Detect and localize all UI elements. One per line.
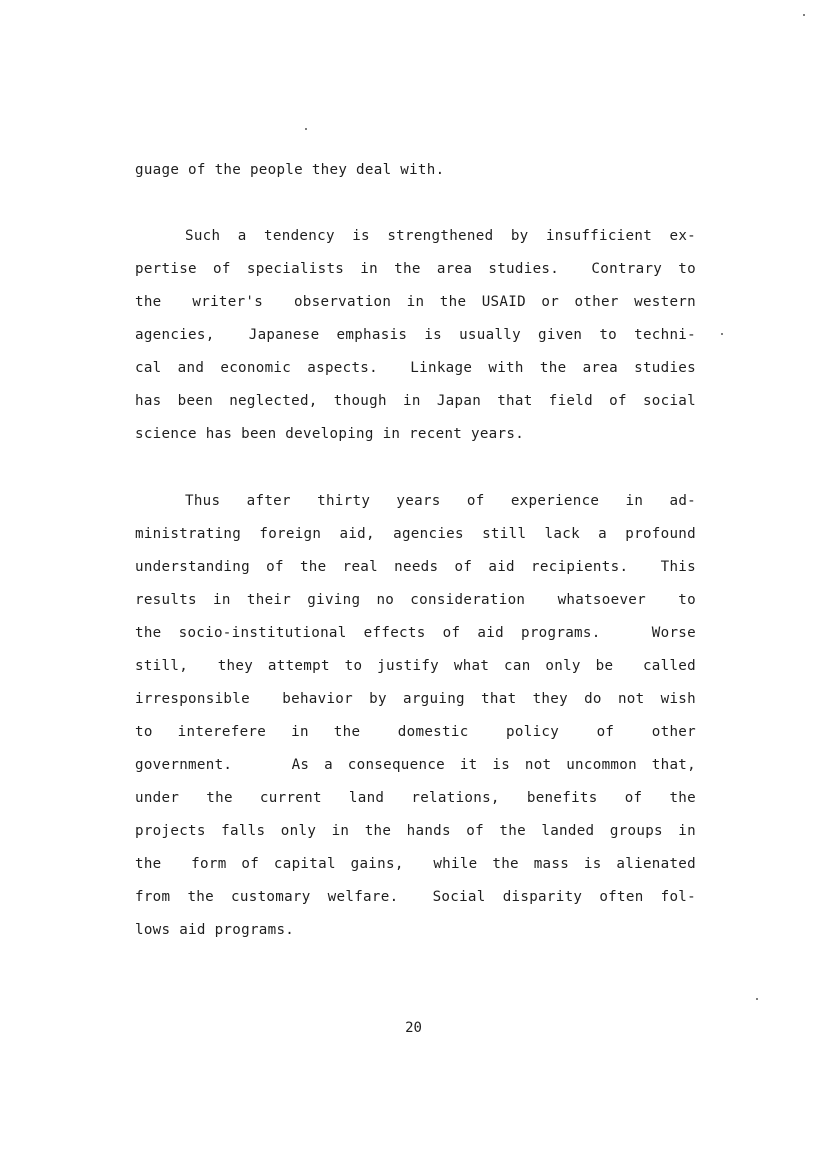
text-line: science has been developing in recent years. <box>135 426 525 442</box>
text-line: Thus after thirty years of experience in ad- <box>185 493 696 509</box>
text-line: pertise of specialists in the area studies. Contrary to <box>135 261 696 277</box>
text-line: the writer's observation in the USAID or other western <box>135 294 696 310</box>
text-line: ministrating foreign aid, agencies still lack a profound <box>135 526 696 542</box>
page-number: 20 <box>405 1020 422 1036</box>
text-line: agencies, Japanese emphasis is usually given to techni- <box>135 327 696 343</box>
text-line: from the customary welfare. Social disparity often fol- <box>135 889 696 905</box>
text-line: under the current land relations, benefits of the <box>135 790 696 806</box>
text-line: government. As a consequence it is not uncommon that, <box>135 757 696 773</box>
text-line: has been neglected, though in Japan that field of social <box>135 393 696 409</box>
scan-speck <box>803 14 805 16</box>
text-line: still, they attempt to justify what can only be called <box>135 658 696 674</box>
text-line: irresponsible behavior by arguing that they do not wish <box>135 691 696 707</box>
text-line: cal and economic aspects. Linkage with the area studies <box>135 360 696 376</box>
text-line: understanding of the real needs of aid recipients. This <box>135 559 696 575</box>
text-line: guage of the people they deal with. <box>135 162 445 178</box>
text-line: lows aid programs. <box>135 922 295 938</box>
text-line: the socio-institutional effects of aid programs. Worse <box>135 625 696 641</box>
scan-speck <box>305 128 307 130</box>
text-line: results in their giving no consideration whatsoever to <box>135 592 696 608</box>
text-line: the form of capital gains, while the mass is alienated <box>135 856 696 872</box>
text-line: Such a tendency is strengthened by insufficient ex- <box>185 228 696 244</box>
scan-speck <box>721 333 723 335</box>
scan-speck <box>756 998 758 1000</box>
text-line: to interefere in the domestic policy of other <box>135 724 696 740</box>
text-line: projects falls only in the hands of the landed groups in <box>135 823 696 839</box>
